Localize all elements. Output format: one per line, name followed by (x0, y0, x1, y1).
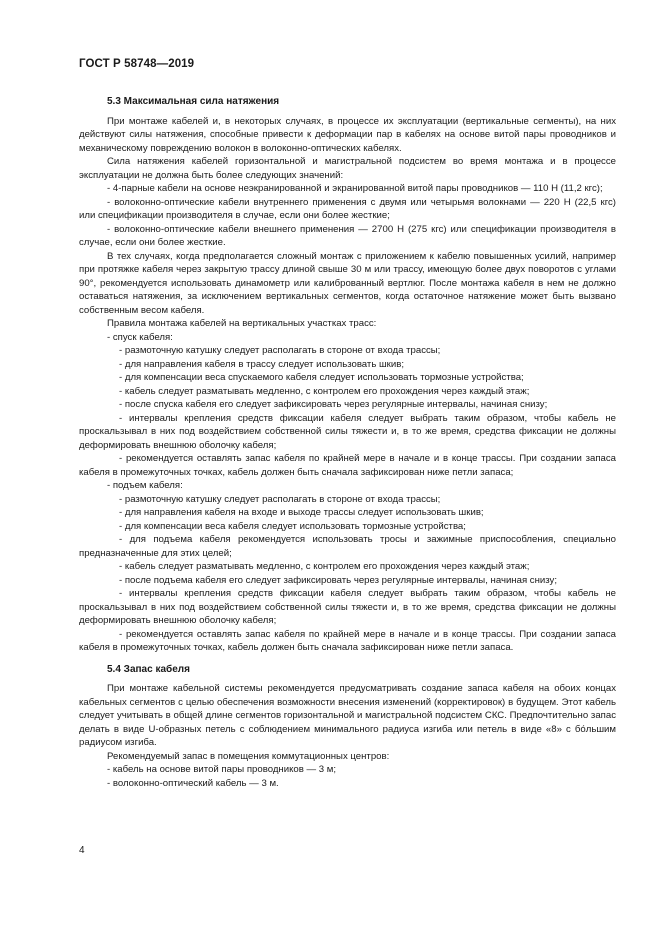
list-item: - подъем кабеля: (107, 480, 183, 491)
list-item: - после спуска кабеля его следует зафиксировать через регулярные интервалы, начиная снизу; (119, 399, 548, 410)
paragraph: Правила монтажа кабелей на вертикальных участках трасс: (107, 318, 377, 329)
section-heading: 5.4 Запас кабеля (107, 663, 190, 675)
list-item: - для компенсации веса спускаемого кабеля следует использовать тормозные устройства; (119, 372, 524, 383)
list-item: - интервалы крепления средств фиксации кабеля следует выбрать таким образом, чтобы кабель не проскальзывал в них под воздействием собственной силы тяжести и, в то же время, средства фиксации не должны деформировать внешнюю оболочку кабеля; (79, 412, 616, 451)
paragraph: Сила натяжения кабелей горизонтальной и магистральной подсистем во время монтажа и в процессе эксплуатации не должна быть более следующих значений: (79, 156, 616, 181)
list-item: - размоточную катушку следует располагать в стороне от входа трассы; (119, 345, 441, 356)
paragraph: При монтаже кабельной системы рекомендуется предусматривать создание запаса кабеля на обоих концах кабельных сегментов с целью обеспечения возможности внесения изменений (корректировок) в будущем. Этот кабель следует учитывать в общей длине сегментов горизонтальной и магистральной подсистем СКС. Предпочтительно запас делать в виде U-образных петель с соблюдением минимального радиуса изгиба или петель в виде «8» с бо́льшим радиусом изгиба. (79, 683, 616, 748)
section-heading: 5.3 Максимальная сила натяжения (107, 96, 280, 107)
list-item: - кабель на основе витой пары проводников — 3 м; (107, 764, 337, 775)
list-item: - волоконно-оптические кабели внешнего применения — 2700 Н (275 кгс) или спецификации производителя в случае, если они более жесткие. (79, 223, 616, 248)
list-item: - 4-парные кабели на основе неэкранированной и экранированной витой пары проводников — 110 Н (11,2 кгс); (107, 183, 603, 194)
list-item: - рекомендуется оставлять запас кабеля по крайней мере в начале и в конце трассы. При создании запаса кабеля в промежуточных точках, кабель должен быть сначала зафиксирован ниже петли запаса. (79, 628, 616, 653)
list-item: - размоточную катушку следует располагать в стороне от входа трассы; (119, 493, 441, 505)
list-item: - интервалы крепления средств фиксации кабеля следует выбрать таким образом, чтобы кабель не проскальзывал в них под воздействием собственной силы тяжести и, в то же время, средства фиксации не должны деформировать внешнюю оболочку кабеля; (79, 588, 616, 626)
document-header: ГОСТ Р 58748—2019 (79, 58, 195, 70)
paragraph: При монтаже кабелей и, в некоторых случаях, в процессе их эксплуатации (вертикальные сегменты), на них действуют силы натяжения, способные привести к деформации пар в кабелях на основе витой пары проводников и механическому повреждению волокон в волоконно-оптических кабелях. (79, 115, 616, 154)
list-item: - кабель следует разматывать медленно, с контролем его прохождения через каждый этаж; (119, 385, 530, 397)
list-item: - для направления кабеля в трассу следует использовать шкив; (119, 358, 405, 370)
list-item: - волоконно-оптический кабель — 3 м. (107, 777, 279, 789)
list-item: - для компенсации веса кабеля следует использовать тормозные устройства; (119, 520, 466, 532)
paragraph: В тех случаях, когда предполагается сложный монтаж с приложением к кабелю повышенных усилий, например при протяжке кабеля через закрытую трассу длиной свыше 30 м или трассу, имеющую более двух поворотов с углами 90°, рекомендуется использовать динамометр или калиброванный вертлюг. После монтажа кабеля в нем не должно оставаться натяжения, за исключением вертикальных сегментов, когда остаточное натяжение может быть вызвано собственным весом кабеля. (79, 250, 616, 316)
list-item: - спуск кабеля: (107, 331, 173, 343)
page-number: 4 (79, 845, 85, 856)
document-body (79, 95, 616, 790)
list-item: - кабель следует разматывать медленно, с контролем его прохождения через каждый этаж; (119, 561, 530, 572)
list-item: - рекомендуется оставлять запас кабеля по крайней мере в начале и в конце трассы. При создании запаса кабеля в промежуточных точках, кабель должен быть сначала зафиксирован ниже петли запаса; (79, 453, 616, 478)
list-item: - волоконно-оптические кабели внутреннего применения с двумя или четырьмя волокнами — 220 Н (22,5 кгс) или спецификации производителя в случае, если они более жесткие; (79, 196, 616, 221)
list-item: - для подъема кабеля рекомендуется использовать тросы и зажимные приспособления, специально предназначенные для этих целей; (79, 534, 616, 559)
list-item: - для направления кабеля на входе и выходе трассы следует использовать шкив; (119, 507, 484, 518)
paragraph: Рекомендуемый запас в помещения коммутационных центров: (107, 750, 390, 762)
list-item: - после подъема кабеля его следует зафиксировать через регулярные интервалы, начиная снизу; (119, 574, 558, 586)
